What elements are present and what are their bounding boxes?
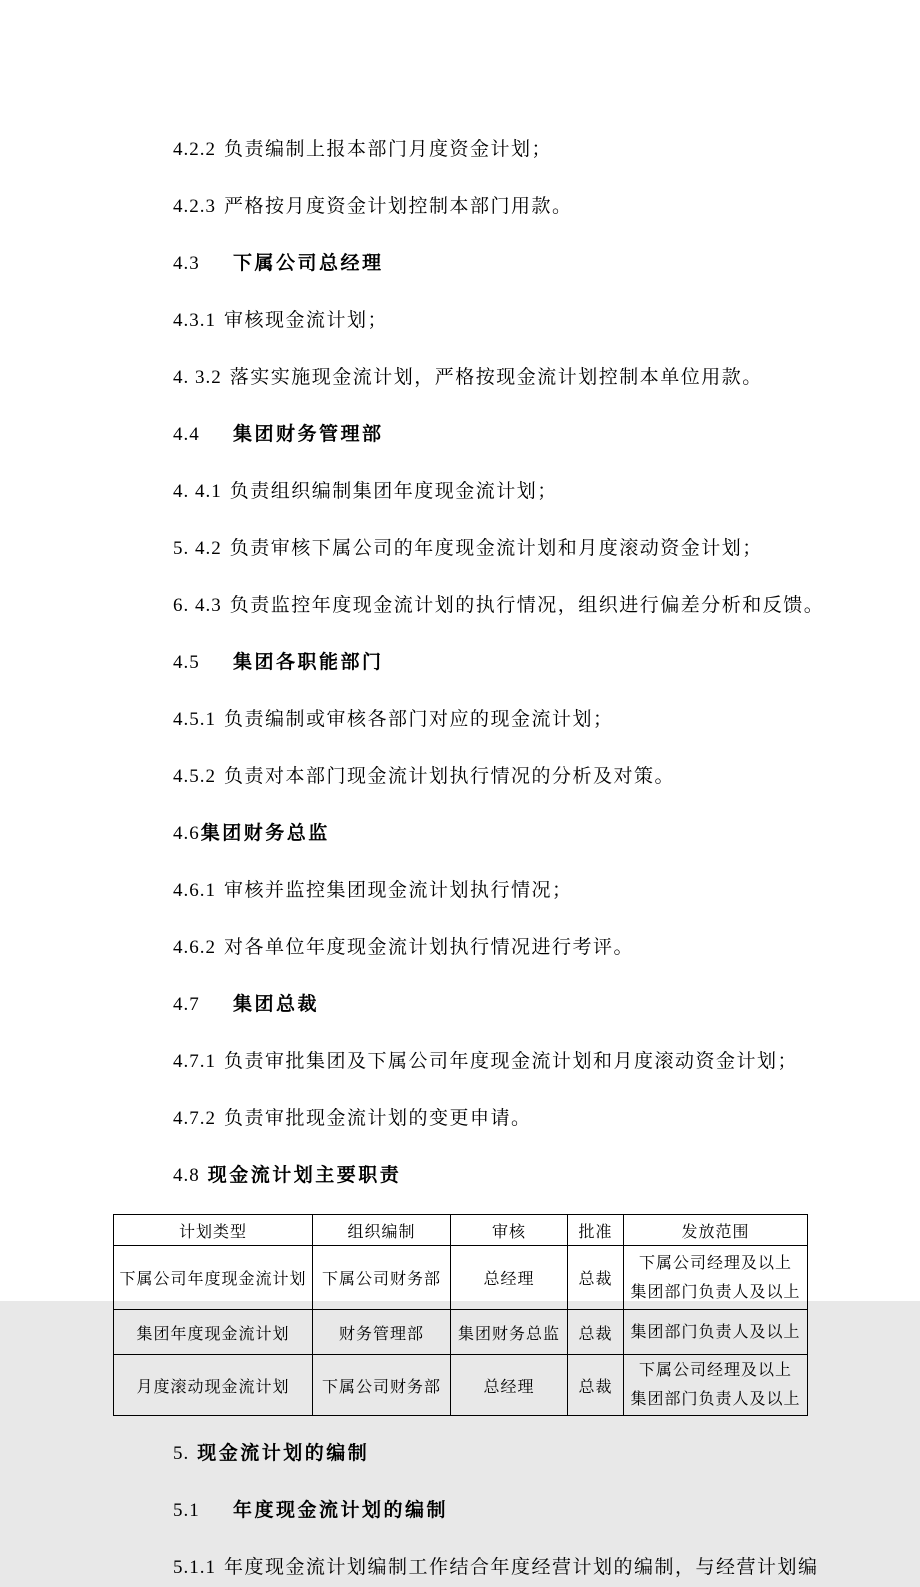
- cell-reviewer: 集团财务总监: [451, 1310, 568, 1355]
- heading-text: 现金流计划主要职责: [207, 1165, 402, 1186]
- cell-compiler: 财务管理部: [313, 1310, 451, 1355]
- cell-approver: 总裁: [568, 1246, 624, 1310]
- clause-number: 4.3.1: [173, 310, 216, 331]
- clause-number: 4.2.2: [173, 139, 216, 160]
- clause-number: 4.4: [173, 424, 200, 445]
- clause-number: 4.3: [173, 253, 200, 274]
- clause-number: 4.2.3: [173, 196, 216, 217]
- cell-scope: [624, 1355, 808, 1416]
- clause-text: 负责对本部门现金流计划执行情况的分析及对策。: [224, 766, 676, 787]
- heading-text: 年度现金流计划的编制: [233, 1500, 449, 1521]
- heading-text: 集团财务管理部: [233, 424, 384, 445]
- clause-text: 负责编制或审核各部门对应的现金流计划；: [224, 709, 614, 730]
- clause-number: 4.6.2: [173, 937, 216, 958]
- clause-number: 4. 4.1: [173, 481, 222, 502]
- clause-number: 5.: [173, 1443, 190, 1464]
- header-plan-type: 计划类型: [114, 1215, 313, 1246]
- clause-text: 年度现金流计划编制工作结合年度经营计划的编制，与经营计划编: [224, 1557, 819, 1578]
- cell-reviewer: 总经理: [451, 1246, 568, 1310]
- heading-text: 集团总裁: [233, 994, 320, 1015]
- clause-text: 负责监控年度现金流计划的执行情况，组织进行偏差分析和反馈。: [229, 595, 825, 616]
- clause-4-6-1: [0, 872, 920, 910]
- clause-number: 5.1.1: [173, 1557, 216, 1578]
- cell-plan-type: 月度滚动现金流计划: [114, 1355, 313, 1416]
- heading-4-3: [0, 245, 920, 283]
- clause-text: 审核现金流计划；: [224, 310, 389, 331]
- clause-4-2-2: [0, 131, 920, 169]
- header-compiler: 组织编制: [313, 1215, 451, 1246]
- scope-line: 下属公司经理及以上: [638, 1254, 792, 1272]
- clause-4-3-1: [0, 302, 920, 340]
- clause-number: 4.5.1: [173, 709, 216, 730]
- clause-number: 5. 4.2: [173, 538, 222, 559]
- clause-4-4-3: [0, 587, 920, 625]
- cell-approver: 总裁: [568, 1310, 624, 1355]
- cell-reviewer: 总经理: [451, 1355, 568, 1416]
- clause-4-4-2: [0, 530, 920, 568]
- heading-5-1: [0, 1492, 920, 1530]
- clause-text: 审核并监控集团现金流计划执行情况；: [224, 880, 573, 901]
- clause-number: 4.6.1: [173, 880, 216, 901]
- clause-text: 落实实施现金流计划，严格按现金流计划控制本单位用款。: [229, 367, 763, 388]
- scope-line: 集团部门负责人及以上: [630, 1391, 801, 1408]
- cell-compiler: 下属公司财务部: [313, 1246, 451, 1310]
- heading-4-4: [0, 416, 920, 454]
- clause-4-2-3: [0, 188, 920, 226]
- heading-4-8: [0, 1157, 920, 1195]
- cell-compiler: 下属公司财务部: [313, 1355, 451, 1416]
- clause-number: 4.5: [173, 652, 200, 673]
- clause-5-1-1: [0, 1549, 920, 1587]
- heading-text: 现金流计划的编制: [197, 1443, 370, 1464]
- clause-4-7-1: [0, 1043, 920, 1081]
- heading-5: [0, 1435, 920, 1473]
- clause-4-6-2: [0, 929, 920, 967]
- heading-4-7: [0, 986, 920, 1024]
- clause-text: 对各单位年度现金流计划执行情况进行考评。: [224, 937, 635, 958]
- clause-4-5-2: [0, 758, 920, 796]
- heading-text: 集团财务总监: [200, 823, 330, 844]
- clause-number: 4.8: [173, 1165, 200, 1186]
- table-row: [114, 1355, 808, 1416]
- cell-plan-type: 集团年度现金流计划: [114, 1310, 313, 1355]
- clause-number: 5.1: [173, 1500, 200, 1521]
- cell-plan-type: 下属公司年度现金流计划: [114, 1246, 313, 1310]
- clause-text: 负责审批现金流计划的变更申请。: [224, 1108, 532, 1129]
- cell-scope: [624, 1246, 808, 1310]
- clause-text: 负责审批集团及下属公司年度现金流计划和月度滚动资金计划；: [224, 1051, 799, 1072]
- clause-number: 4.5.2: [173, 766, 216, 787]
- clause-4-3-2: [0, 359, 920, 397]
- clause-number: 4.6: [173, 823, 200, 844]
- heading-text: 下属公司总经理: [233, 253, 384, 274]
- scope-line: 集团部门负责人及以上: [630, 1323, 801, 1341]
- clause-text: 负责审核下属公司的年度现金流计划和月度滚动资金计划；: [229, 538, 763, 559]
- scope-line: 集团部门负责人及以上: [630, 1283, 801, 1301]
- table-row: [114, 1310, 808, 1355]
- clause-number: 6. 4.3: [173, 595, 222, 616]
- clause-number: 4.7.2: [173, 1108, 216, 1129]
- clause-number: 4.7: [173, 994, 200, 1015]
- header-approver: 批准: [568, 1215, 624, 1246]
- scope-line: 下属公司经理及以上: [638, 1362, 792, 1379]
- table-header-row: [114, 1215, 808, 1246]
- clause-number: 4. 3.2: [173, 367, 222, 388]
- clause-text: 负责组织编制集团年度现金流计划；: [229, 481, 558, 502]
- heading-4-5: [0, 644, 920, 682]
- clause-number: 4.7.1: [173, 1051, 216, 1072]
- heading-4-6: [0, 815, 920, 853]
- cell-scope: [624, 1310, 808, 1355]
- clause-4-7-2: [0, 1100, 920, 1138]
- cell-approver: 总裁: [568, 1355, 624, 1416]
- clause-text: 严格按月度资金计划控制本部门用款。: [224, 196, 573, 217]
- table-row: [114, 1246, 808, 1310]
- clause-4-5-1: [0, 701, 920, 739]
- clause-text: 负责编制上报本部门月度资金计划；: [224, 139, 553, 160]
- heading-text: 集团各职能部门: [233, 652, 384, 673]
- responsibility-table: [113, 1214, 808, 1416]
- clause-4-4-1: [0, 473, 920, 511]
- header-scope: 发放范围: [624, 1215, 808, 1246]
- header-reviewer: 审核: [451, 1215, 568, 1246]
